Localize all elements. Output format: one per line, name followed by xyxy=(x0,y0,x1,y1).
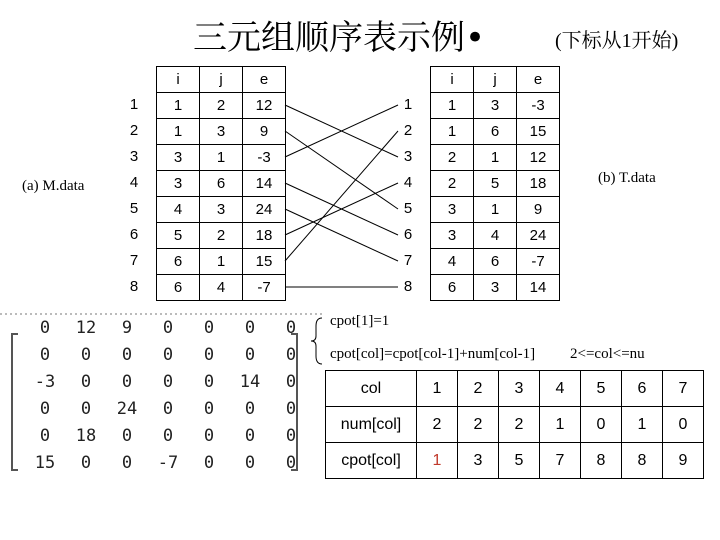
cpot-table xyxy=(325,370,704,479)
t-cell-i: 2 xyxy=(431,145,474,171)
t-cell-e: -7 xyxy=(517,249,560,275)
m-header-i: i xyxy=(157,67,200,93)
m-row-number: 2 xyxy=(129,122,139,139)
matrix-cell: 15 xyxy=(34,453,56,473)
t-cell-i: 3 xyxy=(431,223,474,249)
m-cell-i: 6 xyxy=(157,275,200,301)
formula-cpot-1: cpot[1]=1 xyxy=(330,313,390,329)
t-cell-j: 5 xyxy=(474,171,517,197)
cpot-cell: 9 xyxy=(663,443,704,479)
m-row-number: 6 xyxy=(129,226,139,243)
t-header-e: e xyxy=(517,67,560,93)
t-cell-j: 1 xyxy=(474,197,517,223)
matrix-cell: 0 xyxy=(285,318,297,338)
m-row-number: 7 xyxy=(129,252,139,269)
cpot-table-row xyxy=(326,407,704,443)
t-row-number: 2 xyxy=(403,122,413,139)
m-cell-j: 2 xyxy=(200,223,243,249)
t-cell-e: 24 xyxy=(517,223,560,249)
m-cell-j: 3 xyxy=(200,197,243,223)
cpot-cell: 2 xyxy=(458,371,499,407)
m-row-number: 5 xyxy=(129,200,139,217)
t-cell-i: 4 xyxy=(431,249,474,275)
m-cell-i: 3 xyxy=(157,171,200,197)
matrix-cell: 9 xyxy=(121,318,133,338)
matrix-cell: 0 xyxy=(203,426,215,446)
matrix-cell: 0 xyxy=(203,399,215,419)
mapping-arrow xyxy=(285,209,398,261)
m-row-number: 4 xyxy=(129,174,139,191)
title-text: 三元组顺序表示例 xyxy=(193,18,465,58)
t-row-number: 6 xyxy=(403,226,413,243)
matrix-cell: 0 xyxy=(39,426,51,446)
t-cell-j: 6 xyxy=(474,249,517,275)
matrix-cell: 0 xyxy=(244,318,256,338)
cpot-cell: 4 xyxy=(540,371,581,407)
cpot-cell: 0 xyxy=(663,407,704,443)
m-cell-e: 12 xyxy=(243,93,286,119)
t-cell-i: 1 xyxy=(431,93,474,119)
matrix-cell: 0 xyxy=(285,453,297,473)
matrix-cell: 0 xyxy=(162,372,174,392)
m-row-number: 8 xyxy=(129,278,139,295)
m-header-e: e xyxy=(243,67,286,93)
matrix-cell: 0 xyxy=(80,372,92,392)
title-dot: • xyxy=(465,18,486,58)
mapping-arrow xyxy=(285,131,398,261)
m-cell-e: -7 xyxy=(243,275,286,301)
cpot-cell: 2 xyxy=(458,407,499,443)
matrix-cell: 0 xyxy=(285,399,297,419)
m-cell-e: 15 xyxy=(243,249,286,275)
t-cell-j: 6 xyxy=(474,119,517,145)
t-cell-j: 1 xyxy=(474,145,517,171)
matrix-cell: 0 xyxy=(80,453,92,473)
cpot-cell: 7 xyxy=(663,371,704,407)
matrix-cell: 0 xyxy=(203,318,215,338)
matrix-cell: 0 xyxy=(121,453,133,473)
cpot-cell: 0 xyxy=(581,407,622,443)
m-cell-j: 2 xyxy=(200,93,243,119)
t-cell-j: 3 xyxy=(474,93,517,119)
m-cell-i: 1 xyxy=(157,93,200,119)
t-cell-j: 3 xyxy=(474,275,517,301)
m-cell-i: 4 xyxy=(157,197,200,223)
m-data-label: (a) M.data xyxy=(22,178,85,194)
formula-col-range: 2<=col<=nu xyxy=(570,346,645,362)
cpot-cell: 5 xyxy=(581,371,622,407)
t-cell-i: 2 xyxy=(431,171,474,197)
matrix-cell: 24 xyxy=(116,399,138,419)
cpot-cell: 7 xyxy=(540,443,581,479)
page-subtitle: (下标从1开始) xyxy=(555,30,679,52)
formula-cpot-recursive: cpot[col]=cpot[col-1]+num[col-1] xyxy=(330,346,536,362)
cpot-cell: 3 xyxy=(458,443,499,479)
t-cell-i: 3 xyxy=(431,197,474,223)
cpot-cell: 6 xyxy=(622,371,663,407)
mapping-arrow xyxy=(285,131,398,209)
sparse-matrix xyxy=(0,314,330,486)
matrix-cell: 0 xyxy=(203,345,215,365)
m-row-number: 1 xyxy=(129,96,139,113)
matrix-cell: 0 xyxy=(80,345,92,365)
m-cell-e: 14 xyxy=(243,171,286,197)
t-cell-e: 15 xyxy=(517,119,560,145)
t-cell-j: 4 xyxy=(474,223,517,249)
cpot-row-label: num[col] xyxy=(326,407,417,443)
matrix-cell: 0 xyxy=(285,372,297,392)
t-cell-i: 6 xyxy=(431,275,474,301)
t-cell-e: -3 xyxy=(517,93,560,119)
cpot-cell: 1 xyxy=(540,407,581,443)
matrix-cell: 0 xyxy=(121,372,133,392)
t-row-number: 3 xyxy=(403,148,413,165)
t-data-label: (b) T.data xyxy=(598,170,656,186)
m-cell-e: 9 xyxy=(243,119,286,145)
matrix-cell: 0 xyxy=(244,453,256,473)
m-cell-j: 3 xyxy=(200,119,243,145)
matrix-cell: 0 xyxy=(285,345,297,365)
matrix-cell: 0 xyxy=(162,426,174,446)
matrix-cell: 0 xyxy=(121,345,133,365)
cpot-cell: 8 xyxy=(622,443,663,479)
t-cell-e: 9 xyxy=(517,197,560,223)
t-cell-e: 14 xyxy=(517,275,560,301)
m-cell-j: 6 xyxy=(200,171,243,197)
m-cell-i: 6 xyxy=(157,249,200,275)
m-cell-e: -3 xyxy=(243,145,286,171)
t-header-i: i xyxy=(431,67,474,93)
cpot-cell: 5 xyxy=(499,443,540,479)
matrix-cell: 0 xyxy=(285,426,297,446)
t-row-number: 7 xyxy=(403,252,413,269)
cpot-cell: 2 xyxy=(417,407,458,443)
matrix-cell: 0 xyxy=(39,318,51,338)
matrix-cell: 0 xyxy=(244,426,256,446)
t-row-number: 8 xyxy=(403,278,413,295)
m-cell-j: 1 xyxy=(200,145,243,171)
matrix-cell: 18 xyxy=(75,426,97,446)
m-cell-e: 24 xyxy=(243,197,286,223)
matrix-cell: 0 xyxy=(121,426,133,446)
m-row-number: 3 xyxy=(129,148,139,165)
matrix-cell: 14 xyxy=(239,372,261,392)
matrix-cell: 0 xyxy=(244,399,256,419)
matrix-cell: -3 xyxy=(34,372,56,392)
m-cell-i: 5 xyxy=(157,223,200,249)
m-cell-j: 4 xyxy=(200,275,243,301)
cpot-cell: 2 xyxy=(499,407,540,443)
matrix-cell: 0 xyxy=(39,345,51,365)
matrix-cell: 0 xyxy=(162,345,174,365)
matrix-cell: 0 xyxy=(162,399,174,419)
cpot-row-label: col xyxy=(326,371,417,407)
m-cell-j: 1 xyxy=(200,249,243,275)
matrix-cell: 0 xyxy=(39,399,51,419)
m-cell-i: 3 xyxy=(157,145,200,171)
t-header-j: j xyxy=(474,67,517,93)
matrix-cell: 0 xyxy=(80,399,92,419)
matrix-cell: 12 xyxy=(75,318,97,338)
matrix-cell: -7 xyxy=(157,453,179,473)
cpot-row-label: cpot[col] xyxy=(326,443,417,479)
t-row-number: 1 xyxy=(403,96,413,113)
cpot-cell: 1 xyxy=(417,371,458,407)
cpot-cell: 1 xyxy=(622,407,663,443)
m-cell-e: 18 xyxy=(243,223,286,249)
matrix-cell: 0 xyxy=(203,453,215,473)
m-cell-i: 1 xyxy=(157,119,200,145)
t-row-number: 5 xyxy=(403,200,413,217)
cpot-table-row xyxy=(326,371,704,407)
m-header-j: j xyxy=(200,67,243,93)
matrix-cell: 0 xyxy=(162,318,174,338)
t-cell-i: 1 xyxy=(431,119,474,145)
cpot-cell: 1 xyxy=(417,443,458,479)
matrix-cell: 0 xyxy=(244,345,256,365)
t-cell-e: 12 xyxy=(517,145,560,171)
matrix-cell: 0 xyxy=(203,372,215,392)
t-row-number: 4 xyxy=(403,174,413,191)
t-cell-e: 18 xyxy=(517,171,560,197)
cpot-cell: 8 xyxy=(581,443,622,479)
cpot-cell: 3 xyxy=(499,371,540,407)
cpot-table-row xyxy=(326,443,704,479)
